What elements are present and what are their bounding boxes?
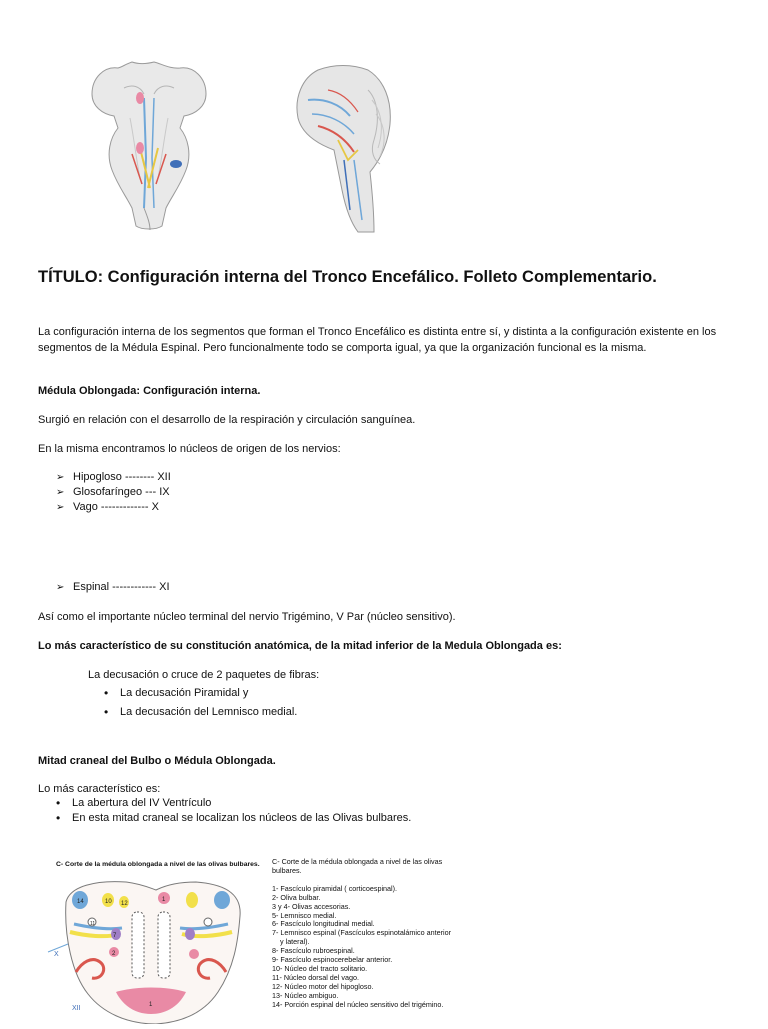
cranial-list	[54, 796, 411, 826]
intro-paragraph: La configuración interna de los segmentos que forman el Tronco Encefálico es distinta entre sí, y distinta a la configuración existente en los segmentos de la Médula Espinal. Pero funcionalmente todo se comporta igual, ya que la organización funcional es la misma.	[38, 326, 717, 354]
figure-legend	[272, 858, 472, 1010]
document-title: TÍTULO: Configuración interna del Tronco Encefálico. Folleto Complementario.	[38, 268, 657, 286]
legend-item: 14- Porción espinal del núcleo sensitivo del trigémino.	[272, 999, 444, 1009]
legend-item: 1- Fascículo piramidal ( corticoespinal).	[272, 883, 398, 893]
section-figure-title: C- Corte de la médula oblongada a nivel de las olivas bulbares.	[56, 861, 260, 868]
list-item: • En esta mitad craneal se localizan los núcleos de las Olivas bulbares.	[54, 811, 411, 826]
arrow-bullet-icon: ➢	[56, 582, 65, 593]
legend-item: 11- Núcleo dorsal del vago.	[272, 972, 359, 982]
legend-title: C- Corte de la médula oblongada a nivel de las olivas bulbares.	[272, 857, 443, 875]
paragraph-decussation: La decusación o cruce de 2 paquetes de fibras:	[88, 669, 320, 681]
arrow-bullet-icon: ➢	[56, 502, 65, 513]
figure-label-xii: XII	[72, 1005, 81, 1012]
legend-item: 12- Núcleo motor del hipogloso.	[272, 981, 374, 991]
figure-number: 1	[149, 1002, 153, 1008]
list-item: • La abertura del IV Ventrículo	[54, 796, 411, 811]
arrow-bullet-icon: ➢	[56, 472, 65, 483]
list-item: • La decusación del Lemnisco medial.	[102, 705, 297, 720]
section-heading-cranial: Mitad craneal del Bulbo o Médula Oblongada.	[38, 755, 276, 767]
list-item: ➢ Vago ------------- X	[56, 501, 159, 513]
legend-item: y lateral).	[280, 937, 310, 947]
figure-number: 7	[113, 933, 117, 939]
legend-item: 6- Fascículo longitudinal medial.	[272, 919, 375, 929]
list-item: • La decusación Piramidal y	[102, 686, 297, 705]
figure-number: 1	[162, 897, 166, 903]
legend-item: 7- Lemnisco espinal (Fascículos espinotalámico anterior	[272, 928, 451, 938]
paragraph-characteristic: Lo más característico es:	[38, 783, 161, 795]
nerve-list	[56, 470, 171, 515]
legend-item: 13- Núcleo ambiguo.	[272, 990, 339, 1000]
decussation-list	[102, 686, 297, 720]
nerve-list-continued	[56, 580, 170, 595]
list-item: ➢ Glosofaríngeo --- IX	[56, 486, 170, 498]
paragraph-trigeminal: Así como el importante núcleo terminal del nervio Trigémino, V Par (núcleo sensitivo).	[38, 611, 456, 623]
legend-item: 10- Núcleo del tracto solitario.	[272, 963, 368, 973]
brainstem-dorsal-illustration	[84, 58, 214, 233]
paragraph-nuclei: En la misma encontramos lo núcleos de origen de los nervios:	[38, 443, 341, 455]
figure-number: 14	[77, 899, 84, 905]
section-heading-characteristic: Lo más característico de su constitución anatómica, de la mitad inferior de la Medula Oblongada es:	[38, 640, 562, 652]
legend-item: 5- Lemnisco medial.	[272, 910, 337, 920]
legend-item: 2- Oliva bulbar.	[272, 892, 321, 902]
medulla-cross-section-figure	[46, 872, 256, 1024]
section-heading-medula: Médula Oblongada: Configuración interna.	[38, 385, 261, 397]
legend-item: 9- Fascículo espinocerebelar anterior.	[272, 955, 393, 965]
arrow-bullet-icon: ➢	[56, 487, 65, 498]
legend-item: 8- Fascículo rubroespinal.	[272, 946, 355, 956]
figure-number: 2	[112, 951, 116, 957]
list-item: ➢ Espinal ------------ XI	[56, 581, 170, 593]
legend-item: 3 y 4- Olivas accesorias.	[272, 901, 351, 911]
figure-number: 11	[90, 921, 96, 927]
figure-number: 12	[121, 901, 128, 907]
figure-number: 10	[105, 899, 112, 905]
paragraph-origin: Surgió en relación con el desarrollo de la respiración y circulación sanguínea.	[38, 414, 416, 426]
list-item: ➢ Hipogloso -------- XII	[56, 471, 171, 483]
brainstem-lateral-illustration	[288, 60, 398, 236]
figure-label-x: X	[54, 951, 59, 958]
